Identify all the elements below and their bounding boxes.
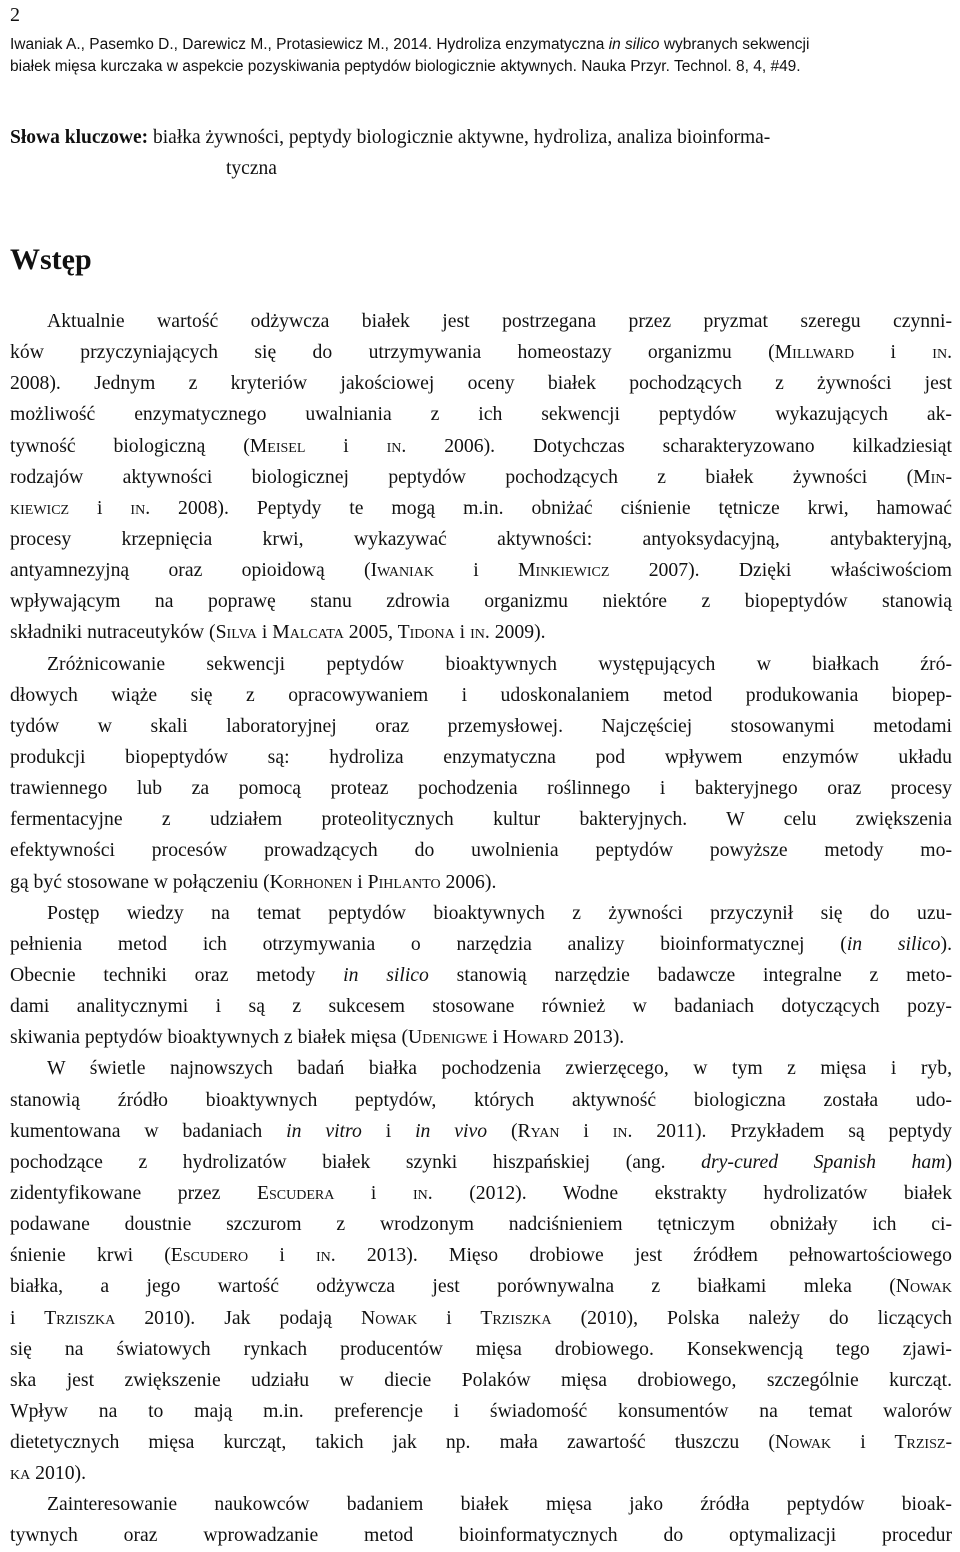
keywords-label: Słowa kluczowe: <box>10 127 149 148</box>
citation-text: Iwaniak A., Pasemko D., Darewicz M., Protasiewicz M., 2014. Hydroliza enzymatyczna <box>10 36 609 53</box>
author-name: idona <box>409 621 455 644</box>
keywords-text: białka żywności, peptydy biologicznie aktywne, hydroliza, analiza bioinforma- <box>148 127 771 148</box>
paragraph-line: pochodzące z hydrolizatów białek szynki hiszpańskiej (ang. dry-cured Spanish ham) <box>10 1150 952 1173</box>
author-name: owak <box>789 1431 832 1454</box>
author-name: in <box>930 465 946 488</box>
paragraph-line: możliwość enzymatycznego uwalniania z ich sekwencji peptydów wykazujących ak- <box>10 403 952 426</box>
italic-term: in silico <box>343 963 429 986</box>
citation-italic-term: in silico <box>608 36 660 53</box>
paragraph-line: i Trziszka 2010). Jak podają Nowak i Trziszka (2010), Polska należy do liczących <box>10 1306 952 1329</box>
paragraph-line: składniki nutraceutyków (Silva i Malcata 2005, Tidona i in. 2009). <box>10 621 546 644</box>
author-name: denigwe <box>422 1026 488 1049</box>
paragraph-line: kiewicz i in. 2008). Peptydy te mogą m.in. obniżać ciśnienie tętnicze krwi, hamować <box>10 496 952 519</box>
paragraph-line: dietetycznych mięsa kurcząt, takich jak np. mała zawartość tłuszczu (Nowak i Trzisz- <box>10 1431 952 1454</box>
body-text <box>10 306 952 1552</box>
paragraph-line: Wpływ na to mają m.in. preferencje i świadomość konsumentów na temat walorów <box>10 1399 952 1422</box>
paragraph-line: tywnych oraz wprowadzanie metod bioinformatycznych do optymalizacji procedur <box>10 1524 952 1547</box>
author-name: in <box>316 1244 331 1267</box>
paragraph-line: gą być stosowane w połączeniu (Korhonen i Pihlanto 2006). <box>10 870 497 893</box>
italic-term: in vivo <box>415 1119 488 1142</box>
author-name: in <box>130 496 146 519</box>
paragraph-line: śnienie krwi (Escudero i in. 2013). Mięso drobiowe jest źródłem pełnowartościowego <box>10 1244 952 1267</box>
author-name: owak <box>375 1306 418 1329</box>
author-name: kiewicz <box>10 496 70 519</box>
paragraph-line: trawiennego lub za pomocą proteaz pochodzenia roślinnego i bakteryjnego oraz procesy <box>10 777 952 800</box>
italic-term: in vitro <box>286 1119 362 1142</box>
paragraph-line: 2008). Jednym z kryteriów jakościowej oceny białek pochodzących z żywności jest <box>10 372 952 395</box>
paragraph-line: wpływającym na poprawę stanu zdrowia organizmu niektóre z biopeptydów stanowią <box>10 590 952 613</box>
author-name: scudera <box>268 1181 335 1204</box>
paragraph-line: rodzajów aktywności biologicznej peptydów pochodzących z białek żywności (Min- <box>10 465 952 488</box>
citation-header <box>10 34 952 78</box>
author-name: inkiewicz <box>535 559 610 582</box>
paragraph-line: Aktualnie wartość odżywcza białek jest postrzegana przez pryzmat szeregu czynni- <box>47 310 952 332</box>
author-name: ihlanto <box>378 870 441 893</box>
author-name: alcata <box>289 621 344 644</box>
section-title: Wstęp <box>10 243 92 276</box>
citation-line <box>10 56 952 78</box>
author-name: orhonen <box>283 870 353 893</box>
paragraph-line: stanowią źródło bioaktywnych peptydów, których aktywność biologiczna została udo- <box>10 1088 952 1111</box>
author-name: scudero <box>182 1244 249 1267</box>
paragraph-line: Obecnie techniki oraz metody in silico stanowią narzędzie badawcze integralne z meto- <box>10 963 953 986</box>
page-number: 2 <box>10 4 20 26</box>
author-name: oward <box>517 1026 569 1049</box>
paragraph-line: dłowych wiąże się z opracowywaniem i udoskonalaniem metod produkowania biopep- <box>10 683 952 706</box>
author-name: in <box>470 621 485 644</box>
paragraph-line: ków przyczyniających się do utrzymywania homeostazy organizmu (Millward i in. <box>10 341 952 364</box>
author-name: yan <box>530 1119 560 1142</box>
paragraph-line: zidentyfikowane przez Escudera i in. (2012). Wodne ekstrakty hydrolizatów białek <box>10 1181 952 1204</box>
italic-term: in silico <box>846 932 941 955</box>
keywords-text-continued: tyczna <box>226 158 277 179</box>
italic-term: dry-cured Spanish ham <box>701 1150 946 1173</box>
paragraph-line: dami analitycznymi i są z sukcesem stosowane również w badaniach dotyczących pozy- <box>10 995 952 1018</box>
keywords <box>10 122 952 184</box>
paragraph-line: antyamnezyjną oraz opioidową (Iwaniak i Minkiewicz 2007). Dzięki właściwościom <box>10 559 952 582</box>
author-name: ilva <box>226 621 257 644</box>
paragraph-line: pełnienia metod ich otrzymywania o narzędzia analizy bioinformatycznej (in silico). <box>10 932 952 955</box>
author-name: in <box>386 434 402 457</box>
author-name: rziszka <box>56 1306 116 1329</box>
author-name: rziszka <box>492 1306 552 1329</box>
paragraph-line: tydów w skali laboratoryjnej oraz przemysłowej. Najczęściej stosowanymi metodami <box>10 714 952 737</box>
paragraph-line: skiwania peptydów bioaktywnych z białek mięsa (Udenigwe i Howard 2013). <box>10 1026 625 1049</box>
author-name: in <box>932 341 948 364</box>
paragraph-line: ska jest zwiększenie udziału w diecie Polaków mięsa drobiowego, szczególnie kurcząt. <box>10 1368 952 1391</box>
paragraph-line: podawane doustnie szczurom z wrodzonym nadciśnieniem tętniczym obniżały ich ci- <box>10 1213 952 1236</box>
citation-text: białek mięsa kurczaka w aspekcie pozyskiwania peptydów biologicznie aktywnych. Nauka Przyr. Technol. 8, 4, #49. <box>10 58 801 75</box>
author-name: waniak <box>377 559 434 582</box>
paragraph-line: Zróżnicowanie sekwencji peptydów bioaktywnych występujących w białkach źró- <box>47 652 952 675</box>
author-name: ka <box>10 1462 31 1485</box>
paragraph-line: Zainteresowanie naukowców badaniem białek mięsa jako źródła peptydów bioak- <box>47 1493 952 1516</box>
paragraph-line: białka, a jego wartość odżywcza jest porównywalna z białkami mleka (Nowak <box>10 1275 952 1298</box>
author-name: rzisz <box>906 1431 946 1454</box>
paragraph-line: Postęp wiedzy na temat peptydów bioaktywnych z żywności przyczynił się do uzu- <box>47 901 952 924</box>
paragraph-line: efektywności procesów prowadzących do uwolnienia peptydów powyższe metody mo- <box>10 839 952 862</box>
author-name: in <box>412 1181 428 1204</box>
paragraph-line: ka 2010). <box>10 1462 87 1485</box>
author-name: illward <box>792 341 855 364</box>
author-name: in <box>612 1119 628 1142</box>
author-name: eisel <box>267 434 306 457</box>
paragraph-line: W świetle najnowszych badań białka pochodzenia zwierzęcego, w tym z mięsa i ryb, <box>47 1057 952 1080</box>
paragraph-line: się na światowych rynkach producentów mięsa drobiowego. Konsekwencją tego zjawi- <box>10 1337 952 1360</box>
citation-line <box>10 34 952 56</box>
paragraph-line: fermentacyjne z udziałem proteolitycznych kultur bakteryjnych. W celu zwiększenia <box>10 808 952 831</box>
paragraph-line: kumentowana w badaniach in vitro i in vivo (Ryan i in. 2011). Przykładem są peptydy <box>10 1119 952 1142</box>
paragraph-line: tywność biologiczną (Meisel i in. 2006). Dotychczas scharakteryzowano kilkadziesiąt <box>10 434 952 457</box>
author-name: owak <box>910 1275 952 1298</box>
citation-text: wybranych sekwencji <box>659 36 810 53</box>
paragraph-line: procesy krzepnięcia krwi, wykazywać aktywności: antyoksydacyjną, antybakteryjną, <box>10 527 952 550</box>
paragraph-line: produkcji biopeptydów są: hydroliza enzymatyczna pod wpływem enzymów układu <box>10 745 952 768</box>
